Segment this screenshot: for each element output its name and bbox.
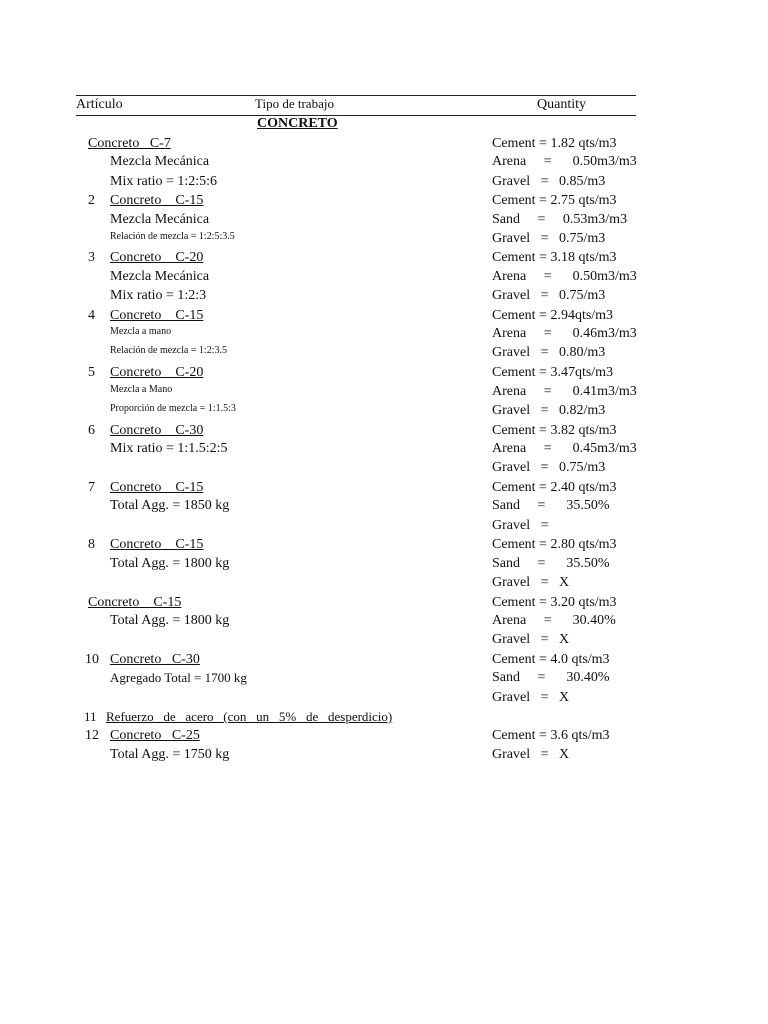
item-10-num: 10 <box>85 652 99 667</box>
item-8-desc-1: Total Agg. = 1800 kg <box>110 556 230 571</box>
item-2-num: 2 <box>88 193 95 208</box>
item-4-qty-2: Arena = 0.46m3/m3 <box>492 326 637 341</box>
header-tipo-de-trabajo: Tipo de trabajo <box>255 96 334 111</box>
item-9-qty-3: Gravel = X <box>492 632 570 647</box>
item-1-qty-2: Arena = 0.50m3/m3 <box>492 154 637 169</box>
item-12-qty-2: Gravel = X <box>492 747 570 762</box>
item-3-qty-3: Gravel = 0.75/m3 <box>492 288 606 303</box>
item-9-title: Concreto C-15 <box>88 595 182 610</box>
item-7-num: 7 <box>88 480 95 495</box>
item-3-desc-1: Mezcla Mecánica <box>110 269 210 284</box>
item-5-desc-2: Proporción de mezcla = 1:1.5:3 <box>110 403 236 414</box>
header-top-rule <box>76 95 636 96</box>
item-2-title: Concreto C-15 <box>110 193 204 208</box>
item-12-qty-1: Cement = 3.6 qts/m3 <box>492 728 610 743</box>
item-5-num: 5 <box>88 365 95 380</box>
header-bottom-rule <box>76 115 636 116</box>
item-1-qty-3: Gravel = 0.85/m3 <box>492 174 606 189</box>
item-7-qty-3: Gravel = <box>492 518 549 533</box>
item-9-qty-2: Arena = 30.40% <box>492 613 616 628</box>
item-3-qty-1: Cement = 3.18 qts/m3 <box>492 250 617 265</box>
item-8-qty-1: Cement = 2.80 qts/m3 <box>492 537 617 552</box>
item-2-qty-1: Cement = 2.75 qts/m3 <box>492 193 617 208</box>
item-11-title: Refuerzo de acero (con un 5% de desperdicio) <box>106 709 393 724</box>
item-7-desc-1: Total Agg. = 1850 kg <box>110 498 230 513</box>
item-4-desc-1: Mezcla a mano <box>110 326 172 337</box>
item-6-qty-1: Cement = 3.82 qts/m3 <box>492 423 617 438</box>
item-1-qty-1: Cement = 1.82 qts/m3 <box>492 136 617 151</box>
item-6-desc-1: Mix ratio = 1:1.5:2:5 <box>110 441 228 456</box>
item-12-title: Concreto C-25 <box>110 728 200 743</box>
item-2-desc-1: Mezcla Mecánica <box>110 212 210 227</box>
item-9-desc-1: Total Agg. = 1800 kg <box>110 613 230 628</box>
item-10-qty-3: Gravel = X <box>492 690 570 705</box>
item-3-title: Concreto C-20 <box>110 250 204 265</box>
item-10-qty-2: Sand = 30.40% <box>492 670 610 685</box>
item-7-title: Concreto C-15 <box>110 480 204 495</box>
item-10-desc-1: Agregado Total = 1700 kg <box>110 670 247 685</box>
item-6-qty-2: Arena = 0.45m3/m3 <box>492 441 637 456</box>
item-10-qty-1: Cement = 4.0 qts/m3 <box>492 652 610 667</box>
item-6-qty-3: Gravel = 0.75/m3 <box>492 460 606 475</box>
item-8-qty-3: Gravel = X <box>492 575 570 590</box>
item-1-desc-1: Mezcla Mecánica <box>110 154 210 169</box>
item-1-desc-2: Mix ratio = 1:2:5:6 <box>110 174 218 189</box>
item-5-qty-1: Cement = 3.47qts/m3 <box>492 365 614 380</box>
item-5-qty-3: Gravel = 0.82/m3 <box>492 403 606 418</box>
item-8-num: 8 <box>88 537 95 552</box>
item-5-qty-2: Arena = 0.41m3/m3 <box>492 384 637 399</box>
item-7-qty-1: Cement = 2.40 qts/m3 <box>492 480 617 495</box>
item-12-num: 12 <box>85 728 99 743</box>
item-4-title: Concreto C-15 <box>110 308 204 323</box>
section-title: CONCRETO <box>257 116 338 131</box>
item-3-desc-2: Mix ratio = 1:2:3 <box>110 288 207 303</box>
item-11-num: 11 <box>84 709 97 724</box>
item-8-title: Concreto C-15 <box>110 537 204 552</box>
item-4-qty-3: Gravel = 0.80/m3 <box>492 345 606 360</box>
item-2-qty-2: Sand = 0.53m3/m3 <box>492 212 628 227</box>
item-3-num: 3 <box>88 250 95 265</box>
item-12-desc-1: Total Agg. = 1750 kg <box>110 747 230 762</box>
item-4-qty-1: Cement = 2.94qts/m3 <box>492 308 614 323</box>
item-5-desc-1: Mezcla a Mano <box>110 384 173 395</box>
item-2-qty-3: Gravel = 0.75/m3 <box>492 231 606 246</box>
item-10-title: Concreto C-30 <box>110 652 200 667</box>
item-6-num: 6 <box>88 423 95 438</box>
item-8-qty-2: Sand = 35.50% <box>492 556 610 571</box>
item-1-title: Concreto C-7 <box>88 136 171 151</box>
header-articulo: Artículo <box>76 97 123 112</box>
item-4-num: 4 <box>88 308 95 323</box>
item-4-desc-2: Relación de mezcla = 1:2:3.5 <box>110 345 227 356</box>
item-7-qty-2: Sand = 35.50% <box>492 498 610 513</box>
item-6-title: Concreto C-30 <box>110 423 204 438</box>
header-quantity: Quantity <box>537 97 586 112</box>
item-5-title: Concreto C-20 <box>110 365 204 380</box>
item-3-qty-2: Arena = 0.50m3/m3 <box>492 269 637 284</box>
item-2-desc-2: Relación de mezcla = 1:2:5:3.5 <box>110 231 235 242</box>
item-9-qty-1: Cement = 3.20 qts/m3 <box>492 595 617 610</box>
